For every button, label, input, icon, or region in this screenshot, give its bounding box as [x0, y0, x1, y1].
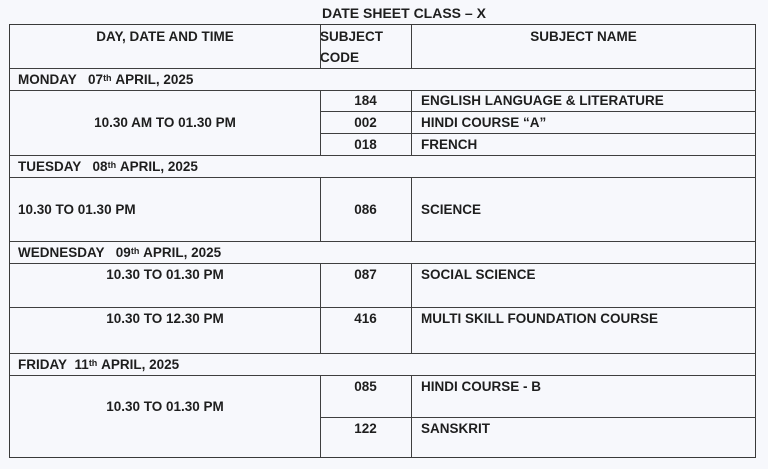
- header-subject-code-line1: SUBJECT: [320, 28, 384, 44]
- subject-code: 018: [354, 136, 377, 152]
- rule: [320, 90, 321, 155]
- rule: [411, 375, 412, 457]
- subject-name: SANSKRIT: [421, 421, 491, 436]
- subject-name: HINDI COURSE “A”: [421, 114, 547, 130]
- rule: [411, 177, 412, 241]
- date-sheet-table: [9, 24, 756, 458]
- subject-code: 122: [354, 421, 377, 436]
- rule: [320, 177, 321, 241]
- day-row-tuesday: TUESDAY 08 $^{th}$ APRIL, 2025: [18, 158, 198, 174]
- rule: [10, 241, 756, 242]
- rule: [10, 155, 756, 156]
- rule: [10, 68, 756, 69]
- month-year: APRIL, 2025: [115, 71, 194, 87]
- rule: [10, 263, 756, 264]
- day-name: FRIDAY: [18, 356, 68, 372]
- day-name: TUESDAY: [18, 158, 82, 174]
- day-name: WEDNESDAY: [18, 244, 105, 260]
- month-year: APRIL, 2025: [143, 244, 222, 260]
- subject-name: HINDI COURSE - B: [421, 379, 542, 394]
- rule: [320, 25, 321, 68]
- rule: [10, 375, 756, 376]
- rule: [10, 177, 756, 178]
- rule: [411, 90, 412, 155]
- date-number: 09: [115, 244, 131, 260]
- rule: [320, 133, 756, 134]
- subject-code: 002: [354, 114, 377, 130]
- day-row-wednesday: WEDNESDAY 09 $^{th}$ APRIL, 2025: [18, 244, 222, 260]
- subject-name: SOCIAL SCIENCE: [421, 267, 536, 282]
- month-year: APRIL, 2025: [119, 158, 198, 174]
- time-slot: 10.30 AM TO 01.30 PM: [94, 115, 236, 130]
- subject-code: 086: [354, 201, 377, 217]
- rule: [320, 111, 756, 112]
- rule: [411, 263, 412, 353]
- page-title: DATE SHEET CLASS – X: [322, 5, 486, 21]
- subject-code: 416: [354, 311, 377, 326]
- subject-name: FRENCH: [421, 136, 478, 152]
- day-row-monday: MONDAY 07 $^{th}$ APRIL, 2025: [18, 71, 194, 87]
- rule: [10, 353, 756, 354]
- subject-code: 087: [354, 267, 377, 282]
- rule: [320, 375, 321, 457]
- rule: [10, 90, 756, 91]
- date-number: 11: [74, 356, 89, 372]
- subject-name: MULTI SKILL FOUNDATION COURSE: [421, 311, 658, 326]
- month-year: APRIL, 2025: [101, 356, 180, 372]
- day-row-friday: FRIDAY 11 $^{th}$ APRIL, 2025: [18, 356, 180, 372]
- time-slot: 10.30 TO 01.30 PM: [18, 201, 136, 217]
- header-subject-code: [320, 25, 411, 68]
- time-slot: 10.30 TO 01.30 PM: [106, 398, 224, 414]
- subject-name: SCIENCE: [421, 201, 482, 217]
- rule: [411, 25, 412, 68]
- subject-name: ENGLISH LANGUAGE & LITERATURE: [421, 93, 664, 108]
- subject-code: 184: [354, 93, 377, 108]
- rule: [320, 417, 756, 418]
- day-name: MONDAY: [18, 71, 77, 87]
- header-subject-name: SUBJECT NAME: [530, 29, 637, 44]
- header-day-date-time: DAY, DATE AND TIME: [96, 29, 234, 44]
- header-subject-code-line2: CODE: [320, 49, 360, 65]
- rule: [320, 263, 321, 353]
- time-slot: 10.30 TO 12.30 PM: [106, 311, 224, 326]
- rule: [10, 307, 756, 308]
- date-number: 08: [92, 158, 108, 174]
- time-slot: 10.30 TO 01.30 PM: [106, 267, 224, 282]
- date-number: 07: [88, 71, 104, 87]
- subject-code: 085: [354, 379, 377, 394]
